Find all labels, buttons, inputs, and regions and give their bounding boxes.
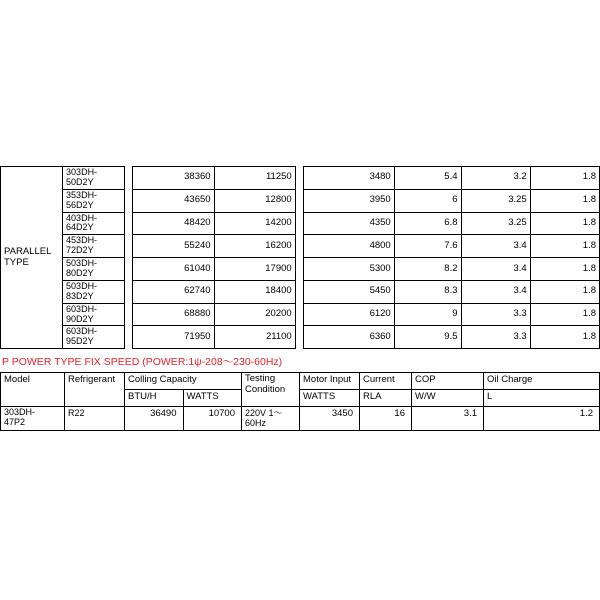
model-line2: 72D2Y [66,245,94,256]
motor-input-cell: 3950 [304,189,395,212]
table-row [1,167,600,190]
model-line2: 64D2Y [66,222,94,233]
spacer-cell [125,326,133,349]
motor-input-cell: 5450 [304,280,395,303]
btu-cell: 55240 [133,235,214,258]
subheader-watts: WATTS [183,390,242,407]
watts-cell: 18400 [214,280,295,303]
btu-cell: 71950 [133,326,214,349]
current-cell: 6 [394,189,461,212]
oil-charge-cell: 1.8 [530,326,599,349]
oil-charge-cell: 1.8 [530,235,599,258]
btu-cell: 61040 [133,258,214,281]
spacer-cell [295,167,303,190]
cop-cell: 3.25 [461,212,530,235]
header-cop: COP [412,373,484,390]
cop-cell: 3.3 [461,303,530,326]
btu-cell: 62740 [133,280,214,303]
current-cell: 7.6 [394,235,461,258]
spacer-cell [125,303,133,326]
model-line2: 90D2Y [66,313,94,324]
table-row [1,303,600,326]
motor-input-cell: 3480 [304,167,395,190]
spacer-cell [125,189,133,212]
cop-cell: 3.4 [461,235,530,258]
model-line1: 403DH- [66,212,98,223]
model-line1: 503DH- [66,280,98,291]
model-cell [63,189,125,212]
spacer-cell [295,235,303,258]
subheader-motor-watts: WATTS [300,390,360,407]
spacer-cell [125,235,133,258]
motor-input-cell: 4800 [304,235,395,258]
oil-charge-cell: 1.8 [530,212,599,235]
model-line2: 80D2Y [66,268,94,279]
current-cell: 6.8 [394,212,461,235]
model-cell [63,303,125,326]
model-cell [63,235,125,258]
motor-input-cell: 4350 [304,212,395,235]
fix-speed-table-wrapper [0,372,600,431]
table-row [1,280,600,303]
watts-cell: 10700 [183,407,242,431]
oil-charge-cell: 1.8 [530,167,599,190]
model-cell [63,258,125,281]
cop-cell: 3.2 [461,167,530,190]
cop-cell: 3.3 [461,326,530,349]
spacer-cell [125,167,133,190]
table-row [1,407,600,431]
spacer-cell [295,212,303,235]
motor-input-cell: 6120 [304,303,395,326]
parallel-type-table [0,166,600,349]
btu-cell: 68880 [133,303,214,326]
refrigerant-cell: R22 [65,407,125,431]
oil-charge-cell: 1.8 [530,189,599,212]
model-line1: 303DH- [66,167,98,177]
watts-cell: 20200 [214,303,295,326]
testing-condition-cell [242,407,300,431]
header-motor-input: Motor Input [300,373,360,390]
table-row [1,189,600,212]
spacer-cell [295,326,303,349]
table-row [1,235,600,258]
model-line2: 83D2Y [66,290,94,301]
cop-cell: 3.25 [461,189,530,212]
spacer-cell [295,280,303,303]
model-line2: 56D2Y [66,199,94,210]
spacer-cell [295,303,303,326]
model-line2: 95D2Y [66,336,94,347]
fix-speed-table [0,372,600,431]
subheader-liters: L [484,390,600,407]
btu-cell: 38360 [133,167,214,190]
type-label-line2: TYPE [4,256,29,268]
btu-cell: 48420 [133,212,214,235]
watts-cell: 16200 [214,235,295,258]
table-row [1,326,600,349]
header-testing-condition [242,373,300,407]
model-cell [1,407,65,431]
motor-input-cell: 6360 [304,326,395,349]
header-testing-line2: Condition [245,383,286,395]
current-cell: 8.2 [394,258,461,281]
motor-input-cell: 3450 [300,407,360,431]
cop-cell: 3.4 [461,280,530,303]
watts-cell: 14200 [214,212,295,235]
spacer-cell [125,258,133,281]
current-cell: 16 [360,407,412,431]
oil-charge-cell: 1.2 [484,407,600,431]
spacer-cell [295,258,303,281]
table-row [1,258,600,281]
header-model: Model [1,373,65,407]
spacer-cell [125,280,133,303]
spacer-cell [125,212,133,235]
section-title-red: P POWER TYPE FIX SPEED (POWER:1ψ-208～230-60Hz) [2,356,283,368]
oil-charge-cell: 1.8 [530,303,599,326]
model-cell [63,212,125,235]
watts-cell: 11250 [214,167,295,190]
current-cell: 8.3 [394,280,461,303]
type-label-line1: PARALLEL [4,245,52,257]
header-current: Current [360,373,412,390]
header-refrigerant: Refrigerant [65,373,125,407]
subheader-btu: BTU/H [125,390,184,407]
testing-line1: 220V 1～ [245,408,283,418]
btu-cell: 36490 [125,407,184,431]
model-line1: 453DH- [66,235,98,246]
current-cell: 9.5 [394,326,461,349]
spacer-cell [295,189,303,212]
header-oil-charge: Oil Charge [484,373,600,390]
model-cell [63,326,125,349]
cop-cell: 3.4 [461,258,530,281]
current-cell: 9 [394,303,461,326]
model-cell [63,280,125,303]
subheader-rla: RLA [360,390,412,407]
model-line2: 50D2Y [66,176,94,187]
motor-input-cell: 5300 [304,258,395,281]
watts-cell: 17900 [214,258,295,281]
model-line1: 603DH- [66,326,98,337]
model-line1: 303DH- [4,407,36,417]
type-label-cell [1,167,63,349]
btu-cell: 43650 [133,189,214,212]
watts-cell: 21100 [214,326,295,349]
watts-cell: 12800 [214,189,295,212]
subheader-ww: W/W [412,390,484,407]
model-line1: 603DH- [66,303,98,314]
model-cell [63,167,125,190]
current-cell: 5.4 [394,167,461,190]
oil-charge-cell: 1.8 [530,258,599,281]
model-line1: 503DH- [66,258,98,269]
header-testing-line1: Testing [245,373,276,384]
model-line2: 47P2 [4,416,26,427]
table-header-row [1,373,600,390]
oil-charge-cell: 1.8 [530,280,599,303]
model-line1: 353DH- [66,189,98,200]
table-row [1,212,600,235]
testing-line2: 60Hz [245,418,267,429]
parallel-type-table-wrapper [0,166,600,349]
header-cooling-capacity: Colling Capacity [125,373,242,390]
cop-cell: 3.1 [412,407,484,431]
